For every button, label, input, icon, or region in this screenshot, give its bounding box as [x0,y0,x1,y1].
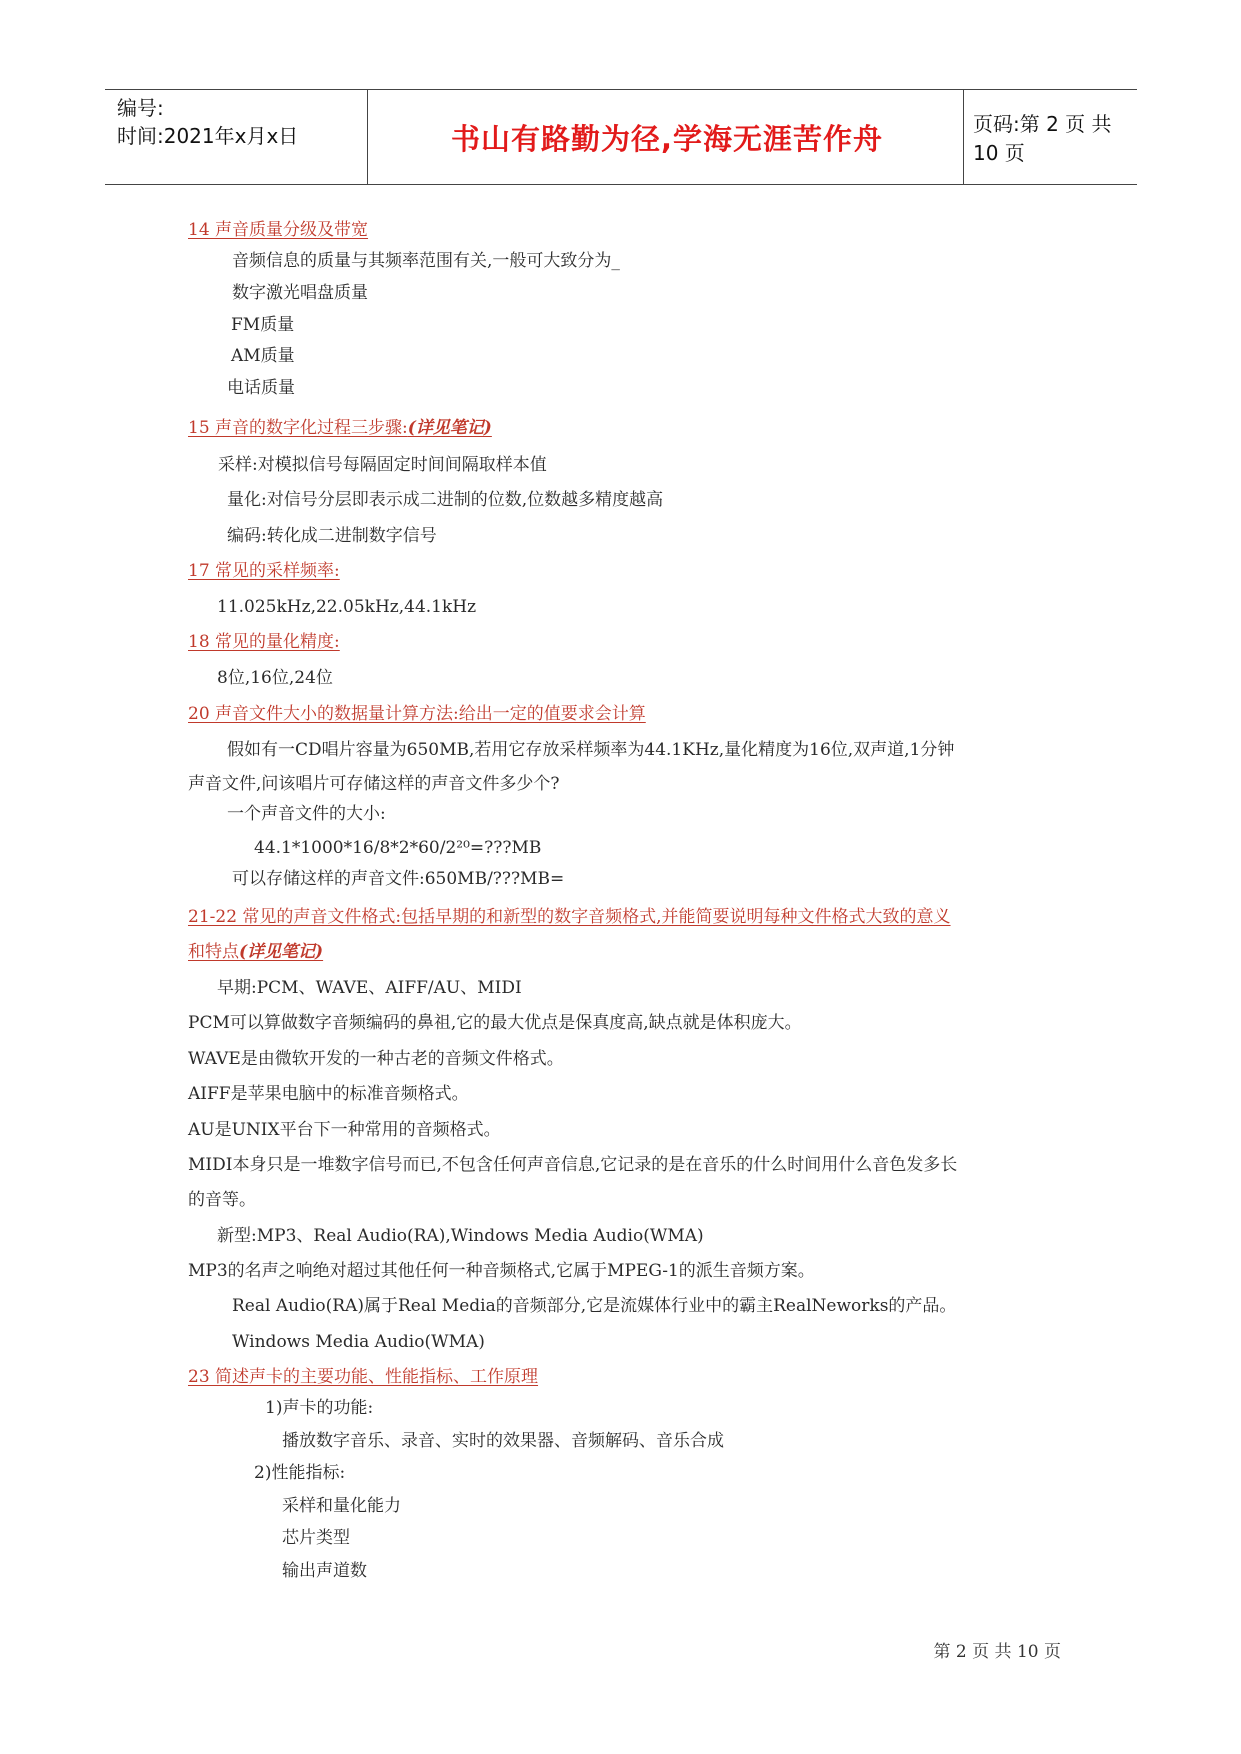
text-line: 1)声卡的功能: [265,1398,374,1418]
text-line: WAVE是由微软开发的一种古老的音频文件格式。 [188,1049,564,1069]
page-footer: 第 2 页 共 10 页 [933,1642,1061,1662]
text-line: 声音文件,问该唱片可存储这样的声音文件多少个? [188,774,560,794]
text-line: AIFF是苹果电脑中的标准音频格式。 [188,1084,469,1104]
page-header [105,89,1137,185]
see-notes: (详见笔记) [407,418,492,438]
time-label: 时间:2021年x月x日 [117,124,299,148]
heading-20: 20 声音文件大小的数据量计算方法:给出一定的值要求会计算 [188,704,646,724]
text-line: 11.025kHz,22.05kHz,44.1kHz [217,597,477,617]
heading-21-22: 21-22 常见的声音文件格式:包括早期的和新型的数字音频格式,并能简要说明每种文件格式大致的意义 [188,907,951,927]
text-line: Real Audio(RA)属于Real Media的音频部分,它是流媒体行业中的霸主RealNeworks的产品。 [232,1296,957,1316]
text-line: 播放数字音乐、录音、实时的效果器、音频解码、音乐合成 [282,1431,724,1451]
header-page-label: 页码:第 2 页 共 10 页 [973,112,1112,165]
text-line: 8位,16位,24位 [217,668,333,688]
text-line: 编码:转化成二进制数字信号 [227,526,437,546]
header-divider-left [367,90,368,184]
text-line: 数字激光唱盘质量 [232,283,368,303]
heading-18: 18 常见的量化精度: [188,632,340,652]
number-label: 编号: [117,96,164,120]
text-line: 输出声道数 [282,1561,367,1581]
text-line: 的音等。 [188,1190,256,1210]
text-line: 采样:对模拟信号每隔固定时间间隔取样本值 [218,455,547,475]
text-line: 2)性能指标: [254,1463,346,1483]
text-line: MP3的名声之响绝对超过其他任何一种音频格式,它属于MPEG-1的派生音频方案。 [188,1261,815,1281]
text-line: AM质量 [231,346,295,366]
text-line: 假如有一CD唱片容量为650MB,若用它存放采样频率为44.1KHz,量化精度为16位,双声道,1分钟 [227,740,955,760]
see-notes: (详见笔记) [239,942,324,962]
text-line: AU是UNIX平台下一种常用的音频格式。 [188,1120,501,1140]
heading-21-22-cont: 和特点(详见笔记) [188,942,324,962]
text-line: 采样和量化能力 [282,1496,401,1516]
text-line: Windows Media Audio(WMA) [232,1332,485,1352]
heading-14: 14 声音质量分级及带宽 [188,220,369,240]
heading-15: 15 声音的数字化过程三步骤:(详见笔记) [188,418,492,438]
text-line: 一个声音文件的大小: [227,804,386,824]
header-motto: 书山有路勤为径,学海无涯苦作舟 [450,121,884,156]
text-line: FM质量 [231,315,295,335]
text-line: 可以存储这样的声音文件:650MB/???MB= [232,869,565,889]
text-line: 音频信息的质量与其频率范围有关,一般可大致分为_ [232,251,620,271]
text-line: 电话质量 [227,378,295,398]
heading-23: 23 简述声卡的主要功能、性能指标、工作原理 [188,1367,539,1387]
header-meta [117,94,367,150]
text-line: 新型:MP3、Real Audio(RA),Windows Media Audio(WMA) [217,1226,704,1246]
header-divider-right [963,90,964,184]
formula-line: 44.1*1000*16/8*2*60/2²⁰=???MB [254,838,542,858]
text-line: 芯片类型 [282,1528,350,1548]
text-line: PCM可以算做数字音频编码的鼻祖,它的最大优点是保真度高,缺点就是体积庞大。 [188,1013,802,1033]
text-line: 早期:PCM、WAVE、AIFF/AU、MIDI [217,978,522,998]
heading-17: 17 常见的采样频率: [188,561,340,581]
text-line: MIDI本身只是一堆数字信号而已,不包含任何声音信息,它记录的是在音乐的什么时间用什么音色发多长 [188,1155,958,1175]
text-line: 量化:对信号分层即表示成二进制的位数,位数越多精度越高 [227,490,664,510]
